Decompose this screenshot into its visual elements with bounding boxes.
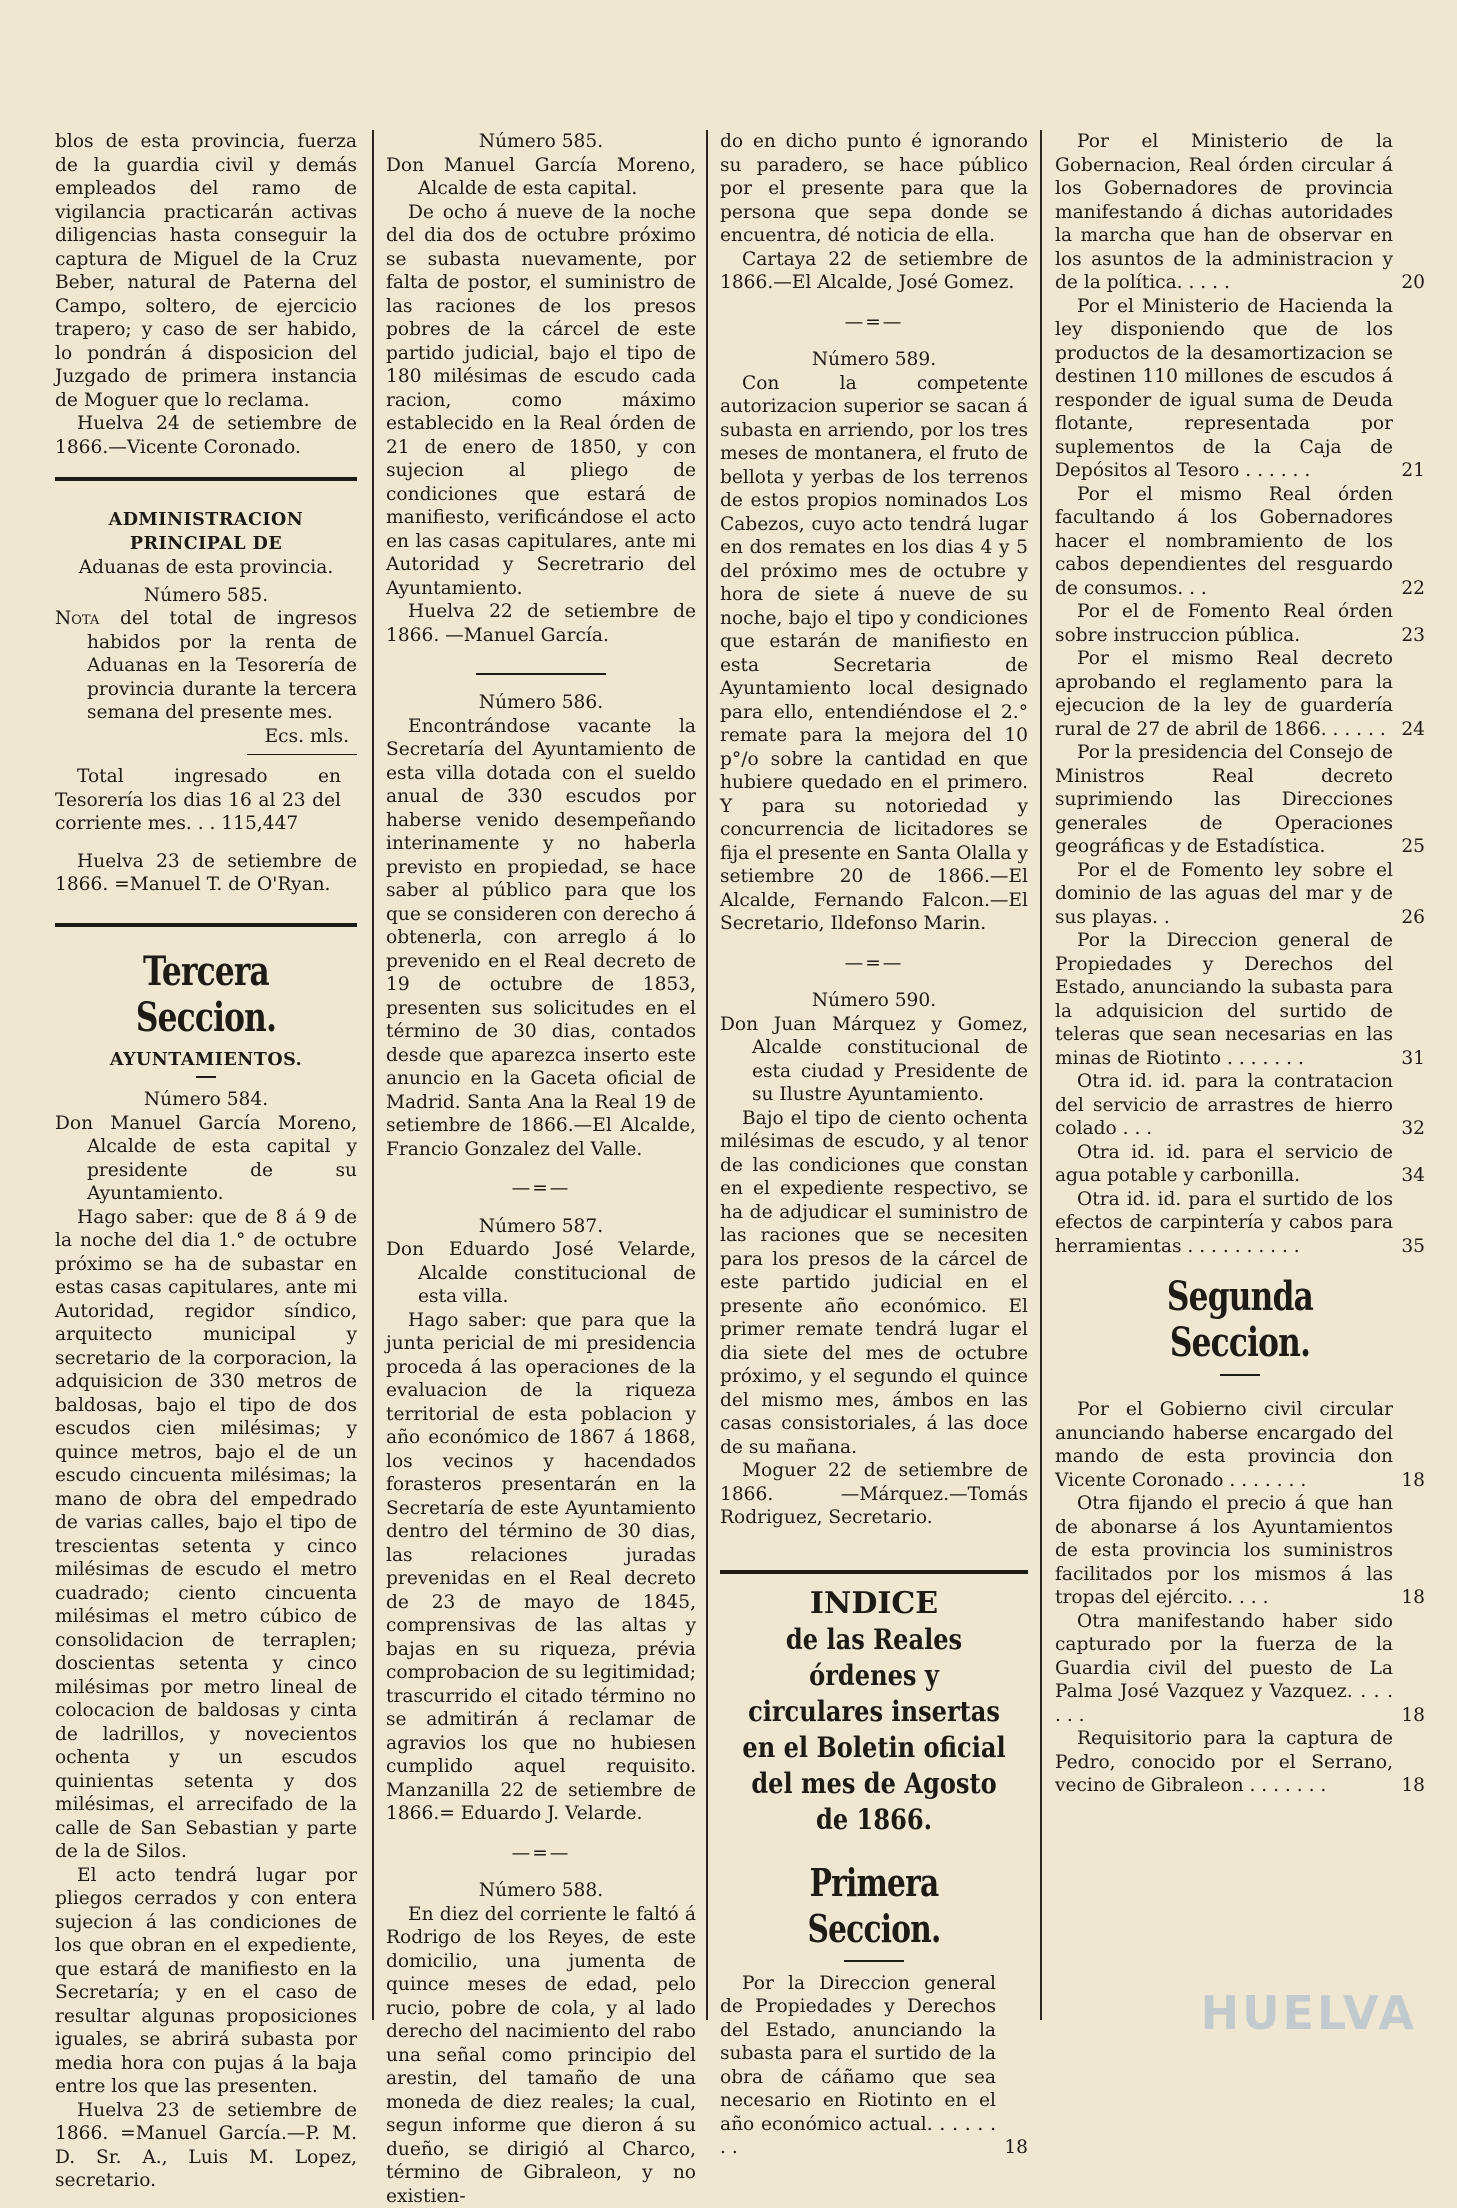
paragraph: En diez del corriente le faltó á Rodrigo de los Reyes, de este domicilio, una jumenta de quince meses de edad, pelo rucio, pobre de cola, y al lado derecho del nacimiento del rabo una señal como principio del arestin, del tamaño de una moneda de diez reales; la cual, segun informe que dieron á su dueño, se dirigió al Charco, término de Gibraleon, y no existien- (386, 1903, 696, 2208)
notice-number: Número 585. (386, 130, 696, 154)
index-entry-page: 21 (1401, 459, 1425, 483)
index-entry-page: 31 (1401, 1047, 1425, 1071)
notice-number: Número 590. (720, 989, 1028, 1013)
notice-number: Número 589. (720, 348, 1028, 372)
index-entry-text: Por el Ministerio de la Gobernacion, Real órden circular á los Gobernadores de provincia manifestando á dichas autoridades la marcha que han de observar en los asuntos de la administracion y de la política. . . . . (1055, 130, 1393, 295)
column-1 (55, 130, 357, 2020)
notice-header: Don Manuel García Moreno, Alcalde de esta capital. (386, 154, 696, 201)
short-rule (196, 1076, 216, 1078)
index-entry-text: Por el Ministerio de Hacienda la ley disponiendo que de los productos de la desamortizacion se destinen 110 millones de escudos á responder de igual suma de Deuda flotante, representada por suplementos de la Caja de Depósitos al Tesoro . . . . . . (1055, 295, 1393, 483)
index-title: INDICE (720, 1586, 1028, 1622)
table-rule (247, 754, 357, 755)
nota-paragraph (55, 607, 357, 725)
signature: Huelva 22 de setiembre de 1866. —Manuel García. (386, 600, 696, 647)
index-entry-page: 18 (1401, 1774, 1425, 1798)
index-entry-text: Por el de Fomento Real órden sobre instruccion pública. (1055, 600, 1393, 647)
index-entry (1055, 1398, 1425, 1492)
short-rule (844, 1960, 904, 1962)
signature: Huelva 24 de setiembre de 1866.—Vicente Coronado. (55, 412, 357, 459)
admin-subheader: Aduanas de esta provincia. (55, 556, 357, 580)
index-entry-page: 34 (1401, 1164, 1425, 1188)
signature: Moguer 22 de setiembre de 1866. —Márquez.—Tomás Rodriguez, Secretario. (720, 1459, 1028, 1530)
index-entry-page: 18 (1004, 2136, 1028, 2160)
index-entry-page: 26 (1401, 906, 1425, 930)
index-entry (1055, 859, 1425, 930)
signature: Huelva 23 de setiembre de 1866. =Manuel T. de O'Ryan. (55, 850, 357, 897)
index-entry-text: Otra manifestando haber sido capturado por la fuerza de la Guardia civil del puesto de La Palma José Vazquez y Vazquez. . . . . . . (1055, 1610, 1393, 1728)
index-entry (1055, 1727, 1425, 1798)
paragraph: do en dicho punto é ignorando su paradero, se hace público por el presente para que la persona que sepa donde se encuentra, dé noticia de ella. (720, 130, 1028, 248)
section-subtitle: AYUNTAMIENTOS. (55, 1049, 357, 1073)
index-list-primera (1055, 130, 1425, 1258)
index-entry-page: 18 (1401, 1469, 1425, 1493)
index-entry (1055, 1492, 1425, 1610)
index-entry-text: Por la Direccion general de Propiedades y Derechos del Estado, anunciando la subasta para el surtido de la obra de cáñamo que sea necesario en Riotinto en el año económico actual. . . . . . . . (720, 1972, 996, 2160)
index-entry-text: Por el de Fomento ley sobre el dominio de las aguas del mar y de sus playas. . (1055, 859, 1393, 930)
column-divider (706, 130, 708, 2020)
notice-header: Don Eduardo José Velarde, Alcalde constitucional de esta villa. (386, 1238, 696, 1309)
index-subtitle: de las Reales órdenes y circulares insertas en el Boletin oficial del mes de Agosto de 1866. (742, 1622, 1007, 1838)
index-entry-text: Otra id. id. para el servicio de agua potable y carbonilla. (1055, 1141, 1393, 1188)
paragraph: Encontrándose vacante la Secretaría del Ayuntamiento de esta villa dotada con el sueldo anual de 330 escudos por haberse venido desempeñando interinamente y no haberla previsto en propiedad, se hace saber al público para que los que se consideren con derecho á obtenerla, con arreglo á lo prevenido en el Real decreto de 19 de octubre de 1853, presenten sus solicitudes en el término de 30 dias, contados desde que aparezca inserto este anuncio en la Gaceta oficial de Madrid. Santa Ana la Real 19 de setiembre de 1866.—El Alcalde, Francio Gonzalez del Valle. (386, 715, 696, 1162)
separator: —=— (386, 1842, 696, 1866)
column-divider (372, 130, 374, 2020)
index-entry (720, 1972, 1028, 2160)
index-entry-page: 35 (1401, 1235, 1425, 1259)
index-entry (1055, 1610, 1425, 1728)
index-entry-text: Otra id. id. para la contratacion del servicio de arrastres de hierro colado . . . (1055, 1070, 1393, 1141)
index-entry-text: Otra id. id. para el surtido de los efectos de carpintería y cabos para herramientas . . . . . . . . . . (1055, 1188, 1393, 1259)
section-rule (55, 477, 357, 481)
index-entry-page: 18 (1401, 1704, 1425, 1728)
index-entry (1055, 295, 1425, 483)
index-entry (1055, 1188, 1425, 1259)
index-entry-page: 18 (1401, 1586, 1425, 1610)
index-entry (1055, 130, 1425, 295)
index-entry-text: Por la presidencia del Consejo de Ministros Real decreto suprimiendo las Direcciones generales de Operaciones geográficas y de Estadística. (1055, 741, 1393, 859)
paragraph: Bajo el tipo de ciento ochenta milésimas de escudo, y al tenor de las condiciones que constan en el expediente respectivo, se ha de adjudicar el suministro de las raciones que se necesiten para los presos de la cárcel de este partido judicial en el presente año económico. El primer remate tendrá lugar el dia siete del mes de octubre próximo, y el segundo el quince del mismo mes, ámbos en las casas consistoriales, á las doce de su mañana. (720, 1107, 1028, 1460)
paragraph: Hago saber: que de 8 á 9 de la noche del dia 1.° de octubre próximo se ha de subastar en estas casas capitulares, ante mi Autoridad, regidor síndico, arquitecto municipal y secretario de la corporacion, la adquisicion de 330 metros de baldosas, bajo el tipo de dos escudos cien milésimas; y quince metros, bajo el de un escudo cincuenta milésimas; la mano de obra del empedrado de varias calles, bajo el tipo de trescientas setenta y cinco milésimas de escudo el metro cuadrado; ciento cincuenta milésimas el metro cúbico de consolidacion de terraplen; doscientas setenta y cinco milésimas por metro lineal de colocacion de baldosas y cinta de ladrillos, y novecientos ochenta y un escudos quinientas setenta y dos milésimas, el arrecifado de la calle de San Sebastian y parte de la de Silos. (55, 1206, 357, 1864)
notice-number: Número 588. (386, 1879, 696, 1903)
index-entry-text: Por el mismo Real decreto aprobando el reglamento para la ejecucion de la ley de guardería rural de 27 de abril de 1866. . . . . . (1055, 647, 1393, 741)
section-rule (720, 1570, 1028, 1574)
index-entry-page: 24 (1401, 718, 1425, 742)
paragraph: blos de esta provincia, fuerza de la guardia civil y demás empleados del ramo de vigilancia practicarán activas diligencias hasta conseguir la captura de Miguel de la Cruz Beber, natural de Paterna del Campo, soltero, de ejercicio trapero; y caso de ser habido, lo pondrán á disposicion del Juzgado de primera instancia de Moguer que lo reclama. (55, 130, 357, 412)
notice-number: Número 587. (386, 1215, 696, 1239)
column-3 (720, 130, 1028, 2020)
index-entry-page: 32 (1401, 1117, 1425, 1141)
notice-header: Don Juan Márquez y Gomez, Alcalde constitucional de esta ciudad y Presidente de su Ilustre Ayuntamiento. (720, 1013, 1028, 1107)
index-entry-text: Por el mismo Real órden facultando á los Gobernadores hacer el nombramiento de los cabos dependientes del resguardo de consumos. . . (1055, 483, 1393, 601)
index-entry (1055, 1141, 1425, 1188)
index-entry-page: 20 (1401, 271, 1425, 295)
index-entry-page: 22 (1401, 577, 1425, 601)
notice-number: Número 584. (55, 1088, 357, 1112)
short-rule (1220, 1374, 1260, 1376)
column-divider (1040, 130, 1042, 2020)
watermark-logo: HUELVA (1201, 1986, 1417, 2040)
index-entry (1055, 600, 1425, 647)
index-entry (1055, 647, 1425, 741)
separator: —=— (386, 1177, 696, 1201)
notice-header: Don Manuel García Moreno, Alcalde de esta capital y presidente de su Ayuntamiento. (55, 1112, 357, 1206)
index-entry-page: 25 (1401, 835, 1425, 859)
index-entry (1055, 929, 1425, 1070)
nota-text: del total de ingresos habidos por la renta de Aduanas en la Tesorería de provincia durante la tercera semana del presente mes. (87, 608, 357, 723)
paragraph: Hago saber: que para que la junta pericial de mi presidencia proceda á las operaciones de la evaluacion de la riqueza territorial de esta poblacion y año económico de 1867 á 1868, los vecinos y hacendados forasteros presentarán en la Secretaría de este Ayuntamiento dentro del término de 30 dias, las relaciones juradas prevenidas en el Real decreto de 23 de mayo de 1845, comprensivas de las altas y bajas en su riqueza, prévia comprobacion de su legitimidad; trascurrido el citado término no se admitirán á reclamar de agravios los que no hubiesen cumplido aquel requisito. Manzanilla 22 de setiembre de 1866.= Eduardo J. Velarde. (386, 1309, 696, 1826)
index-entry-text: Otra fijando el precio á que han de abonarse á los Ayuntamientos de esta provincia los suministros facilitados por los mismos á las tropas del ejército. . . . (1055, 1492, 1393, 1610)
total-line: Total ingresado en Tesorería los dias 16 al 23 del corriente mes. . . 115,447 (55, 765, 357, 836)
index-entry-text: Por la Direccion general de Propiedades y Derechos del Estado, anunciando la subasta para la adquisicion del surtido de teleras que sean necesarias en las minas de Riotinto . . . . . . . (1055, 929, 1393, 1070)
section-title: Segunda Seccion. (1096, 1274, 1385, 1366)
paragraph: Con la competente autorizacion superior se sacan á subasta en arriendo, por los tres meses de montanera, el fruto de bellota y yerbas de los terrenos de estos propios nominados Los Cabezos, cuyo acto tendrá lugar en dos remates en los dias 4 y 5 del próximo mes de octubre y hora de siete á nueve de su noche, bajo el tipo y condiciones que estarán de manifiesto en esta Secretaria de Ayuntamiento local designado para ello, entendiéndose el 2.° remate para la mejora del 10 p°/o sobre la cantidad en que hubiere quedado en el primero. Y para su notoriedad y concurrencia de licitadores se fija el presente en Santa Olalla y setiembre 20 de 1866.—El Alcalde, Fernando Falcon.—El Secretario, Ildefonso Marin. (720, 372, 1028, 936)
notice-number: Número 586. (386, 691, 696, 715)
paragraph: El acto tendrá lugar por pliegos cerrados y con entera sujecion á las condiciones de los que obran en el expediente, que estará de manifiesto en la Secretaría; y en el caso de resultar algunas proposiciones iguales, se abrirá subasta por media hora con pujas á la baja entre los que las presenten. (55, 1864, 357, 2099)
index-entry-text: Requisitorio para la captura de Pedro, conocido por el Serrano, vecino de Gibraleon . . . . . . . (1055, 1727, 1393, 1798)
separator: —=— (720, 952, 1028, 976)
index-list-segunda (1055, 1398, 1425, 1798)
column-4 (1055, 130, 1425, 2020)
section-rule (55, 923, 357, 927)
index-entry (1055, 483, 1425, 601)
currency-unit: Ecs. mls. (55, 725, 357, 749)
admin-header: ADMINISTRACION PRINCIPAL DE (55, 509, 357, 556)
nota-label: Nota (55, 608, 99, 629)
section-title: Primera Seccion. (754, 1860, 994, 1952)
index-entry (1055, 1070, 1425, 1141)
separator: —=— (720, 311, 1028, 335)
paragraph: De ocho á nueve de la noche del dia dos de octubre próximo se subasta nuevamente, por falta de postor, el suministro de las raciones de los presos pobres de la cárcel de este partido judicial, bajo el tipo de 180 milésimas de escudo cada racion, como máximo establecido en la Real órden de 21 de enero de 1850, y con sujecion al pliego de condiciones que estará de manifiesto, verificándose el acto en las casas capitulares, ante mi Autoridad y Secretrario del Ayuntamiento. (386, 201, 696, 601)
signature: Cartaya 22 de setiembre de 1866.—El Alcalde, José Gomez. (720, 248, 1028, 295)
signature: Huelva 23 de setiembre de 1866. =Manuel García.—P. M. D. Sr. A., Luis M. Lopez, secretario. (55, 2099, 357, 2193)
column-2 (386, 130, 696, 2020)
index-entry-page: 23 (1401, 624, 1425, 648)
index-entry-text: Por el Gobierno civil circular anunciando haberse encargado del mando de esta provincia don Vicente Coronado . . . . . . . (1055, 1398, 1393, 1492)
section-title: Tercera Seccion. (88, 949, 324, 1041)
notice-number: Número 585. (55, 584, 357, 608)
separator (386, 673, 696, 675)
index-entry (1055, 741, 1425, 859)
